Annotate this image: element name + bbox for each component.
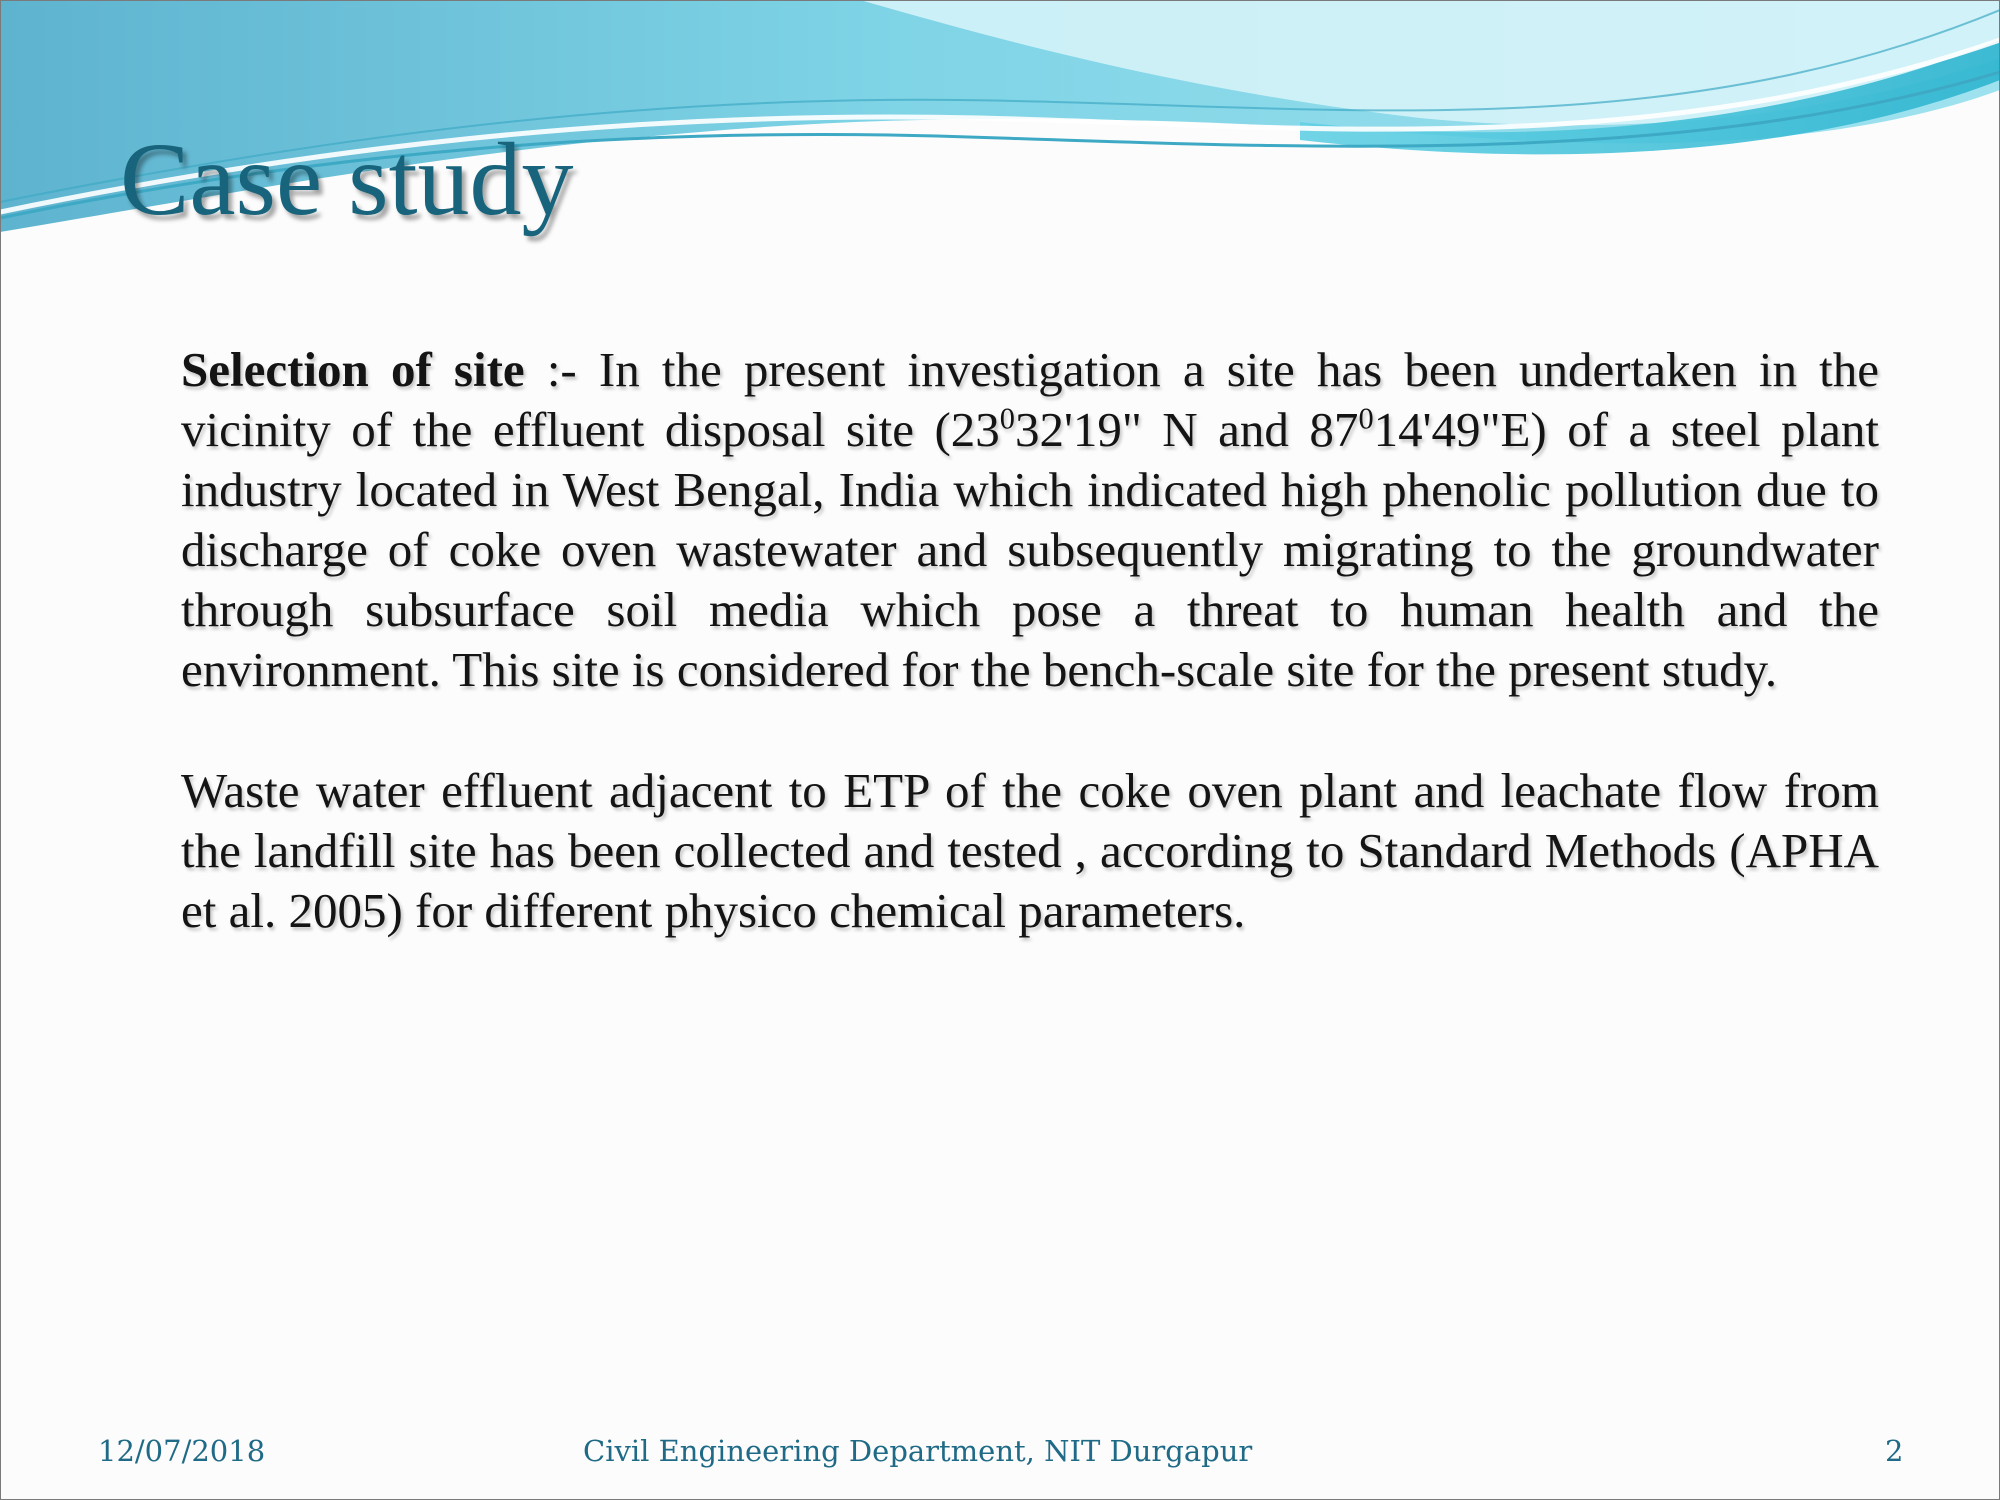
footer-date: 12/07/2018 [98,1434,266,1468]
footer-page-number: 2 [1885,1434,1904,1468]
slide-title: Case study [120,122,574,237]
degree-superscript-1: 0 [999,401,1015,436]
footer-department: Civil Engineering Department, NIT Durgapur [583,1434,1253,1468]
paragraph1-text-part1: :- In the present investigation a site has been undertaken in the vicinity of the effluent disposal site (23 [181,342,1879,457]
paragraph-selection-of-site [181,340,1879,700]
paragraph1-text-part3: 14'49"E) of a steel plant industry located in West Bengal, India which indicated high phenolic pollution due to discharge of coke oven wastewater and subsequently migrating to the groundwater through subsurface soil media which pose a threat to human health and the environment. This site is considered for the bench-scale site for the present study. [181,402,1880,697]
paragraph1-text-part2: 32'19" N and 87 [1014,402,1359,457]
selection-of-site-heading: Selection of site [181,342,525,397]
paragraph-waste-water: Waste water effluent adjacent to ETP of the coke oven plant and leachate flow from the landfill site has been collected and tested , according to Standard Methods (APHA et al. 2005) for different physico chemical parameters. [181,763,1879,938]
degree-superscript-2: 0 [1358,401,1374,436]
slide-body [181,340,1879,941]
